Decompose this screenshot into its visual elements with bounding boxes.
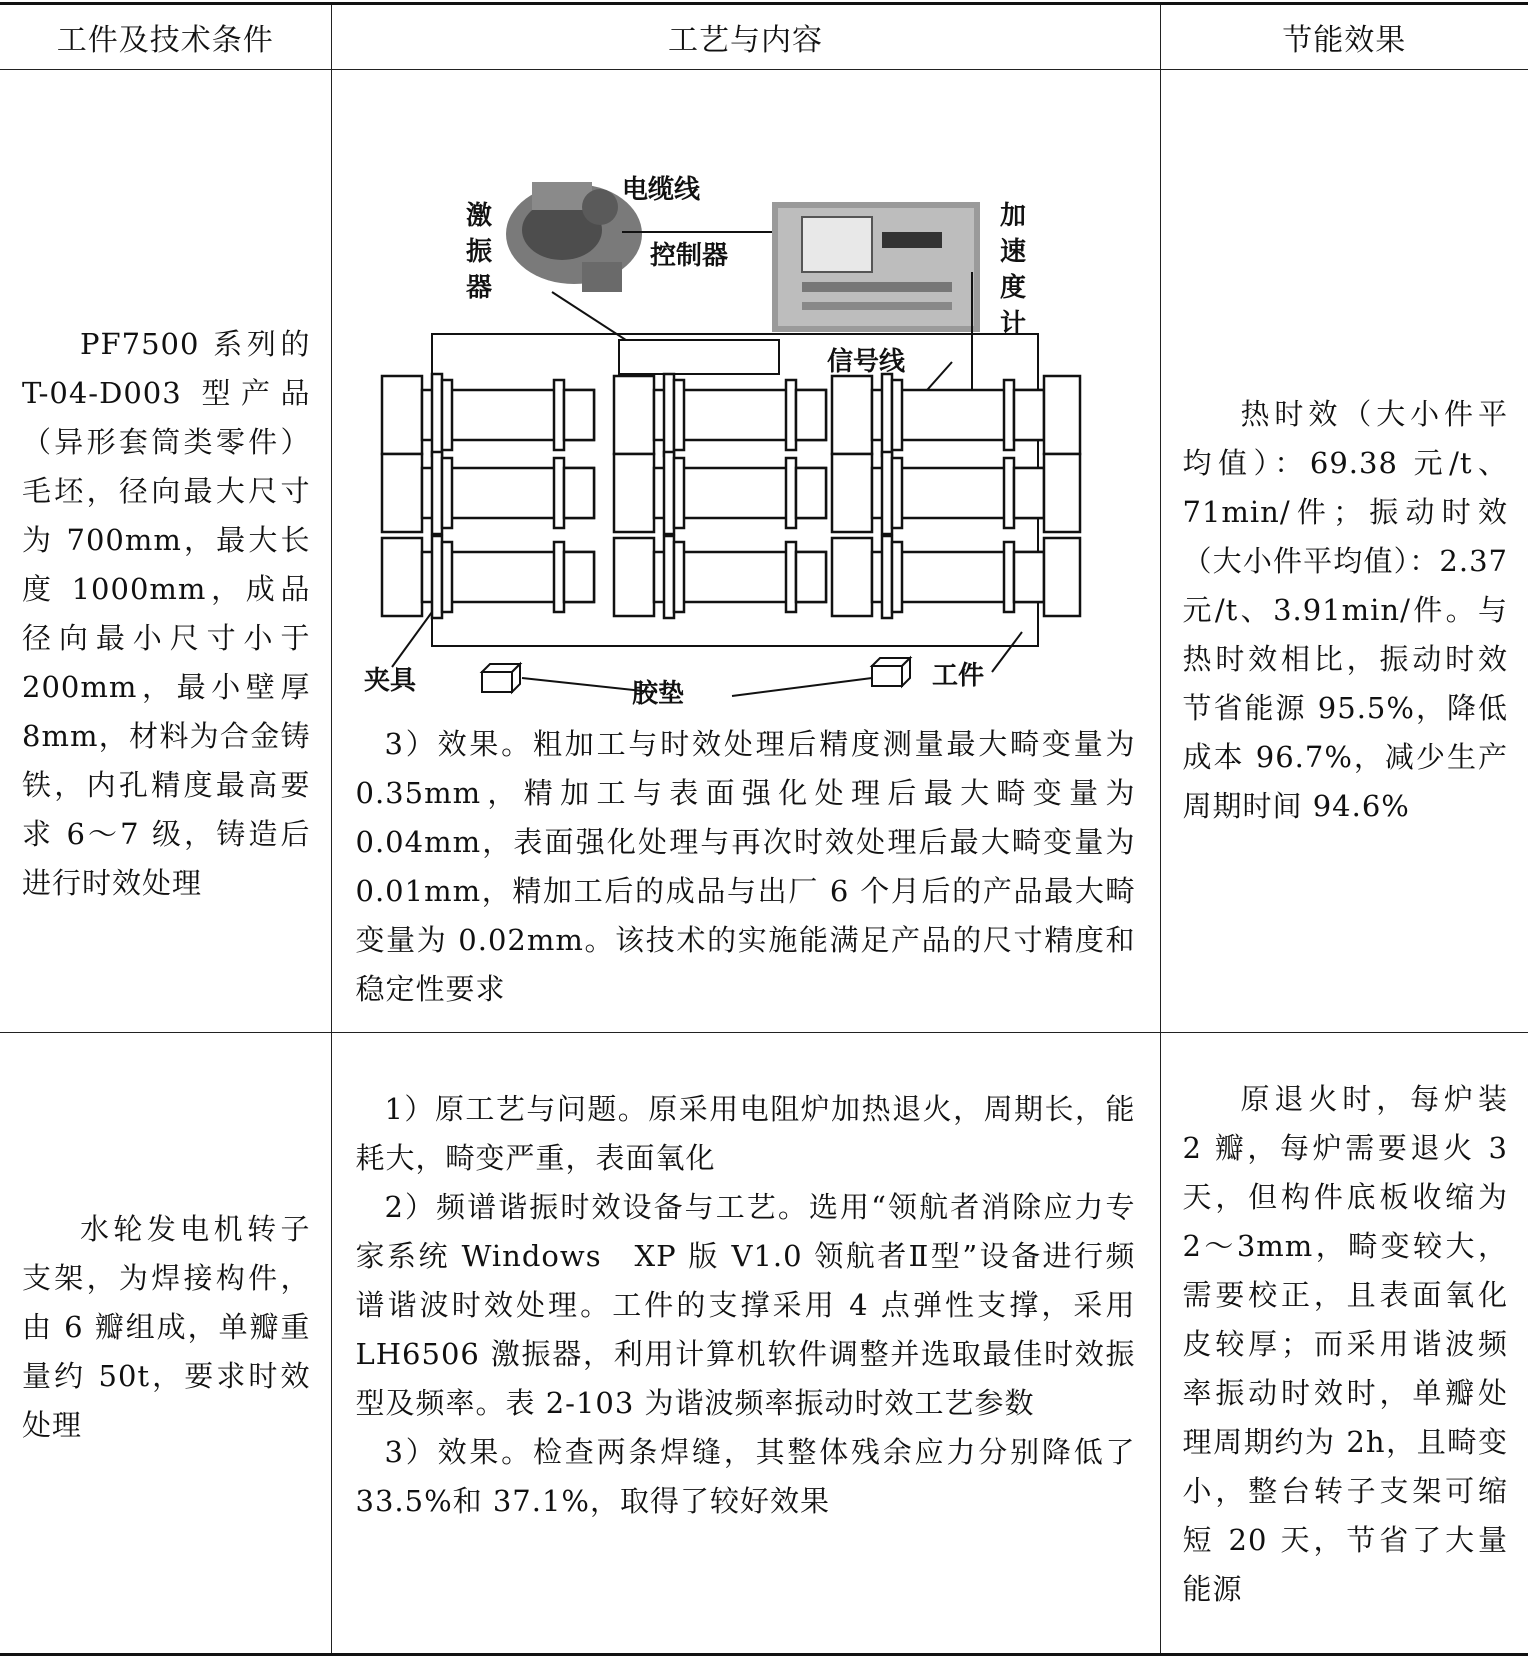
row1-conditions-text: PF7500 系列的 T-04-D003 型产品（异形套筒类零件）毛坯，径向最大尺寸为 700mm，最大长度 1000mm，成品径向最小尺寸小于 200mm，最小壁厚 8mm，材料为合金铸铁，内孔精度最高要求 6～7 级，铸造后进行时效处理	[22, 327, 311, 900]
row2-savings-cell	[1160, 1033, 1528, 1655]
header-process: 工艺与内容	[331, 4, 1160, 70]
controller-image	[772, 202, 980, 332]
rubber-pad-left	[482, 664, 520, 692]
header-savings: 节能效果	[1160, 4, 1528, 70]
table-row	[0, 1033, 1528, 1655]
row2-conditions-text: 水轮发电机转子支架，为焊接构件，由 6 瓣组成，单瓣重量约 50t，要求时效处理	[22, 1212, 311, 1442]
label-cable: 电缆线	[621, 175, 700, 205]
svg-text:振: 振	[465, 237, 492, 267]
row2-process-cell	[331, 1033, 1160, 1655]
row2-paragraph-1: 1）原工艺与问题。原采用电阻炉加热退火，周期长，能耗大，畸变严重，表面氧化	[355, 1092, 1136, 1175]
svg-text:计: 计	[999, 309, 1026, 339]
row1-conditions-cell	[0, 70, 331, 1033]
svg-text:器: 器	[465, 273, 492, 303]
label-workpiece: 工件	[931, 661, 984, 691]
label-accelerometer	[1000, 201, 1026, 339]
workpiece	[382, 536, 594, 618]
workpiece	[832, 452, 1080, 534]
workpiece-grid	[382, 374, 1080, 618]
label-vibrator	[466, 201, 492, 303]
workpiece	[614, 536, 826, 618]
workpiece	[614, 452, 826, 534]
svg-text:速: 速	[999, 237, 1026, 267]
row1-savings-text: 热时效（大小件平均值）：69.38 元/t、71min/件；振动时效（大小件平均值）：2.37 元/t、3.91min/件。与热时效相比，振动时效节省能源 95.5%，降低成本 96.7%，减少生产周期时间 94.6%	[1182, 397, 1508, 823]
workpiece	[382, 452, 594, 534]
row1-savings-cell	[1160, 70, 1528, 1033]
row2-paragraph-2: 2）频谱谐振时效设备与工艺。选用“领航者消除应力专家系统 Windows XP 版 V1.0 领航者Ⅱ型”设备进行频谱谐波时效处理。工件的支撑采用 4 点弹性支撑，采用 LH6506 激振器，利用计算机软件调整并选取最佳时效振型及频率。表 2-103 为谐波频率振动时效工艺参数	[355, 1190, 1136, 1420]
row2-process-text	[332, 1033, 1160, 1526]
svg-text:度: 度	[999, 273, 1026, 303]
row2-savings-text: 原退火时，每炉装 2 瓣，每炉需要退火 3 天，但构件底板收缩为 2～3mm，畸变较大，需要校正，且表面氧化皮较厚；而采用谐波频率振动时效时，单瓣处理周期约为 2h，且畸变小，整台转子支架可缩短 20 天，节省了大量能源	[1182, 1082, 1508, 1606]
header-row	[0, 4, 1528, 70]
process-table	[0, 2, 1528, 1656]
svg-text:激: 激	[465, 201, 492, 231]
row2-paragraph-3: 3）效果。检查两条焊缝，其整体残余应力分别降低了 33.5%和 37.1%，取得了较好效果	[355, 1435, 1136, 1518]
row2-conditions-cell	[0, 1033, 331, 1655]
workpiece	[832, 374, 1080, 456]
label-controller: 控制器	[649, 241, 728, 271]
svg-text:加: 加	[999, 201, 1026, 231]
rubber-pad-right	[872, 658, 910, 686]
table-row	[0, 70, 1528, 1033]
workpiece	[382, 374, 594, 456]
label-fixture: 夹具	[363, 666, 416, 696]
workpiece	[832, 536, 1080, 618]
vibration-setup-diagram	[332, 112, 1161, 712]
workpiece	[614, 374, 826, 456]
label-signal-line: 信号线	[826, 347, 905, 377]
row1-process-cell	[331, 70, 1160, 1033]
label-rubber-pad: 胶垫	[631, 679, 684, 709]
header-conditions: 工件及技术条件	[0, 4, 331, 70]
row1-effect-text: 3）效果。粗加工与时效处理后精度测量最大畸变量为 0.35mm，精加工与表面强化处理后最大畸变量为 0.04mm，表面强化处理与再次时效处理后最大畸变量为 0.01mm，精加工后的成品与出厂 6 个月后的产品最大畸变量为 0.02mm。该技术的实施能满足产品的尺寸精度和稳定性要求	[355, 727, 1136, 1006]
